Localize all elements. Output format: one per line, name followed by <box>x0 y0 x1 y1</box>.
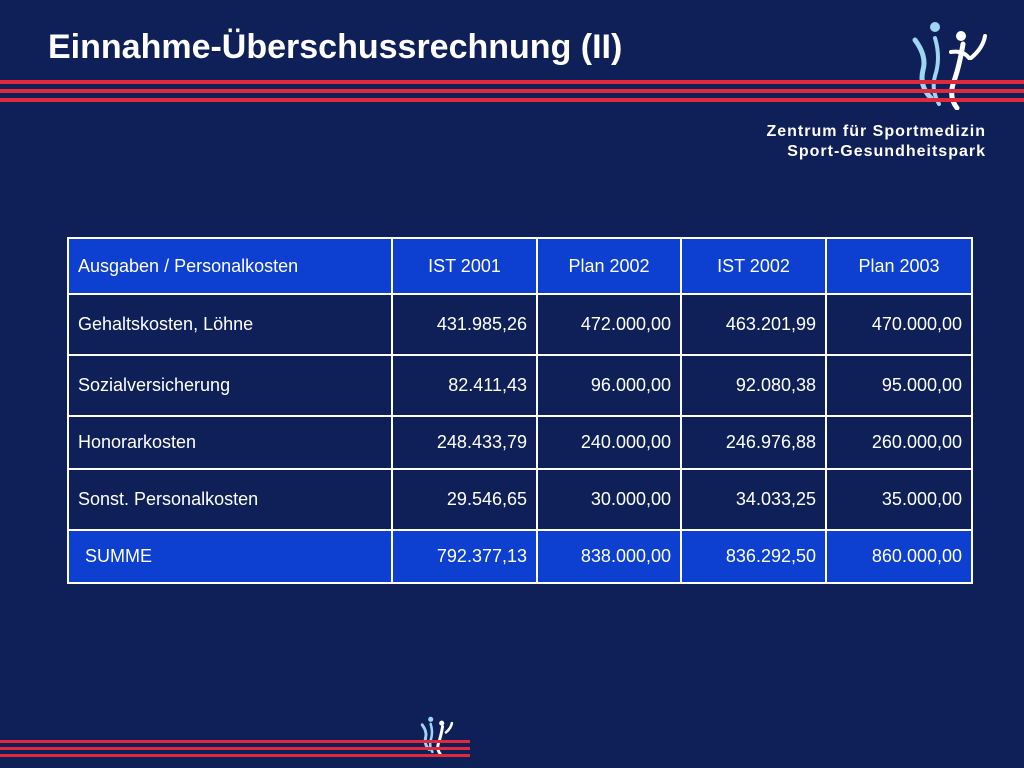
cell-value: 431.985,26 <box>392 294 537 355</box>
cell-value: 82.411,43 <box>392 355 537 416</box>
organization-name <box>766 122 986 162</box>
sum-value: 836.292,50 <box>681 530 826 583</box>
cell-value: 29.546,65 <box>392 469 537 530</box>
org-line-2: Sport-Gesundheitspark <box>787 143 986 160</box>
cell-value: 95.000,00 <box>826 355 972 416</box>
sum-value: 838.000,00 <box>537 530 681 583</box>
table-row <box>68 416 972 469</box>
sum-value: 860.000,00 <box>826 530 972 583</box>
table-row <box>68 355 972 416</box>
table-header-row <box>68 238 972 294</box>
cell-value: 240.000,00 <box>537 416 681 469</box>
cell-value: 470.000,00 <box>826 294 972 355</box>
footer-stripes <box>0 740 470 761</box>
header-cell: Ausgaben / Personalkosten <box>68 238 392 294</box>
table-row <box>68 294 972 355</box>
row-label: Sonst. Personalkosten <box>68 469 392 530</box>
header-cell: IST 2001 <box>392 238 537 294</box>
cell-value: 248.433,79 <box>392 416 537 469</box>
cell-value: 92.080,38 <box>681 355 826 416</box>
row-label: Sozialversicherung <box>68 355 392 416</box>
row-label: Gehaltskosten, Löhne <box>68 294 392 355</box>
sum-row <box>68 530 972 583</box>
cell-value: 260.000,00 <box>826 416 972 469</box>
cell-value: 34.033,25 <box>681 469 826 530</box>
table-row <box>68 469 972 530</box>
cell-value: 30.000,00 <box>537 469 681 530</box>
row-label: Honorarkosten <box>68 416 392 469</box>
cell-value: 246.976,88 <box>681 416 826 469</box>
header-cell: Plan 2002 <box>537 238 681 294</box>
cell-value: 96.000,00 <box>537 355 681 416</box>
header-stripes <box>0 80 1024 107</box>
org-line-1: Zentrum für Sportmedizin <box>766 123 986 140</box>
cell-value: 463.201,99 <box>681 294 826 355</box>
sum-label: SUMME <box>68 530 392 583</box>
cell-value: 35.000,00 <box>826 469 972 530</box>
header-cell: Plan 2003 <box>826 238 972 294</box>
cell-value: 472.000,00 <box>537 294 681 355</box>
header-cell: IST 2002 <box>681 238 826 294</box>
sum-value: 792.377,13 <box>392 530 537 583</box>
slide-title: Einnahme-Überschussrechnung (II) <box>48 28 623 66</box>
expenses-table <box>67 237 973 584</box>
